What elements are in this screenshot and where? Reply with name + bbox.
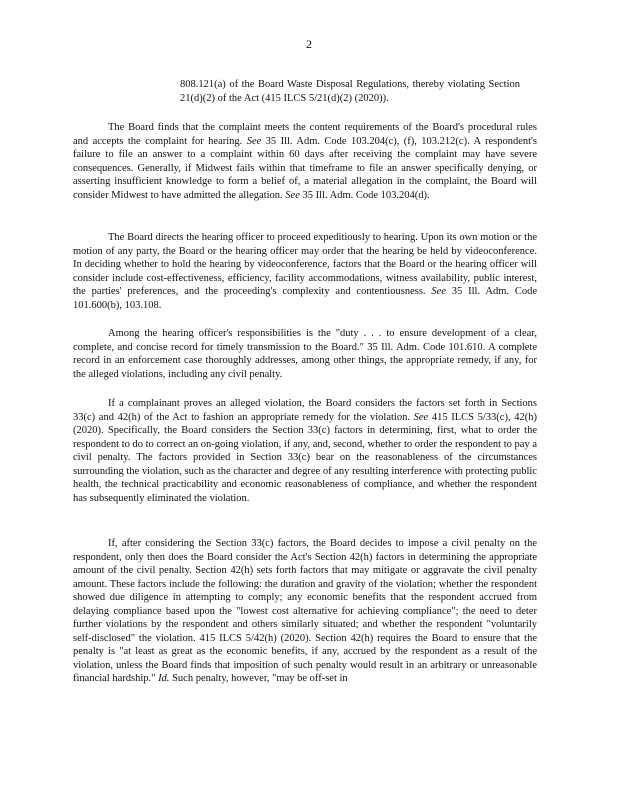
text-run: Such penalty, however, "may be off-set in: [169, 673, 348, 684]
text-run: 415 ILCS 5/33(c), 42(h) (2020). Specifically, the Board considers the Section 33(c) factors in determining, first, what to order the respondent to do to correct an on-going violation, if any, and, second, whether to order the respondent to pay a civil penalty. The factors provided in Section 33(c) bear on the reasonableness of the circumstances surrounding the violation, such as the character and degree of any resulting interference with protecting public health, the technical practicability and economic reasonableness of compliance, and whether the respondent has subsequently eliminated the violation.: [73, 411, 537, 504]
text-run: If, after considering the Section 33(c) factors, the Board decides to impose a civil penalty on the respondent, only then does the Board consider the Act's Section 42(h) factors in determining the appropriate amount of the civil penalty. Section 42(h) sets forth factors that may mitigate or aggravate the civil penalty amount. These factors include the following: the duration and gravity of the violation; whether the respondent showed due diligence in attempting to comply; any economic benefits that the respondent accrued from delaying compliance based upon the "lowest cost alternative for achieving compliance"; the need to deter further violations by the respondent and others similarly situated; and whether the respondent "voluntarily self-disclosed" the violation. 415 ILCS 5/42(h) (2020). Section 42(h) requires the Board to ensure that the penalty is "at least as great as the economic benefits, if any, accrued by the respondent as a result of the violation, unless the Board finds that imposition of such penalty would result in an arbitrary or unreasonable financial hardship.": [73, 538, 537, 684]
text-run: 35 Ill. Adm. Code 103.204(c), (f), 103.212(c). A respondent's failure to file an answer to a complaint within 60 days after receiving the complaint may have severe consequences. Generally, if Midwest fails within that timeframe to file an answer specifically denying, or asserting insufficient knowledge to form a belief of, a material allegation in the complaint, the Board will consider Midwest to have admitted the allegation.: [73, 135, 538, 201]
paragraph-hearing-directive: [73, 231, 537, 312]
text-run: Among the hearing officer's responsibilities is the "duty . . . to ensure development of a clear, complete, and concise record for timely transmission to the Board." 35 Ill. Adm. Code 101.610. A complete record in an enforcement case thoroughly addresses, among other things, the appropriate remedy, if any, for the alleged violations, including any civil penalty.: [73, 328, 537, 380]
paragraph-section-33c: [73, 397, 537, 505]
text-run: The Board finds that the complaint meets the content requirements of the Board's procedural rules and accepts the complaint for hearing.: [73, 122, 537, 147]
citation-signal: See: [285, 189, 300, 201]
text-run: The Board directs the hearing officer to proceed expeditiously to hearing. Upon its own motion or the motion of any party, the Board or the hearing officer may order that the hearing be held by videoconference. In deciding whether to hold the hearing by videoconference, factors that the Board or the hearing officer will consider include cost-effectiveness, efficiency, facility accommodations, witness availability, public interest, the parties' preferences, and the proceeding's complexity and contentiousness.: [73, 232, 537, 297]
citation-signal: Id.: [158, 673, 170, 684]
paragraph-hearing-officer-duties: [73, 327, 537, 381]
indented-block: 808.121(a) of the Board Waste Disposal Regulations, thereby violating Section 21(d)(2) of the Act (415 ILCS 5/21(d)(2) (2020)).: [180, 79, 520, 104]
page-number: 2: [306, 37, 312, 51]
citation-signal: See: [413, 411, 429, 423]
citation-signal: See: [431, 286, 446, 297]
paragraph-complaint-acceptance: [73, 121, 537, 202]
citation-signal: See: [246, 135, 262, 147]
text-run: 35 Ill. Adm. Code 103.204(d).: [299, 189, 430, 201]
text-run: 35 Ill. Adm. Code 101.600(b), 103.108.: [73, 286, 537, 311]
paragraph-section-42h: [73, 537, 537, 686]
text-run: If a complainant proves an alleged violation, the Board considers the factors set forth in Sections 33(c) and 42(h) of the Act to fashion an appropriate remedy for the violation.: [73, 398, 537, 423]
